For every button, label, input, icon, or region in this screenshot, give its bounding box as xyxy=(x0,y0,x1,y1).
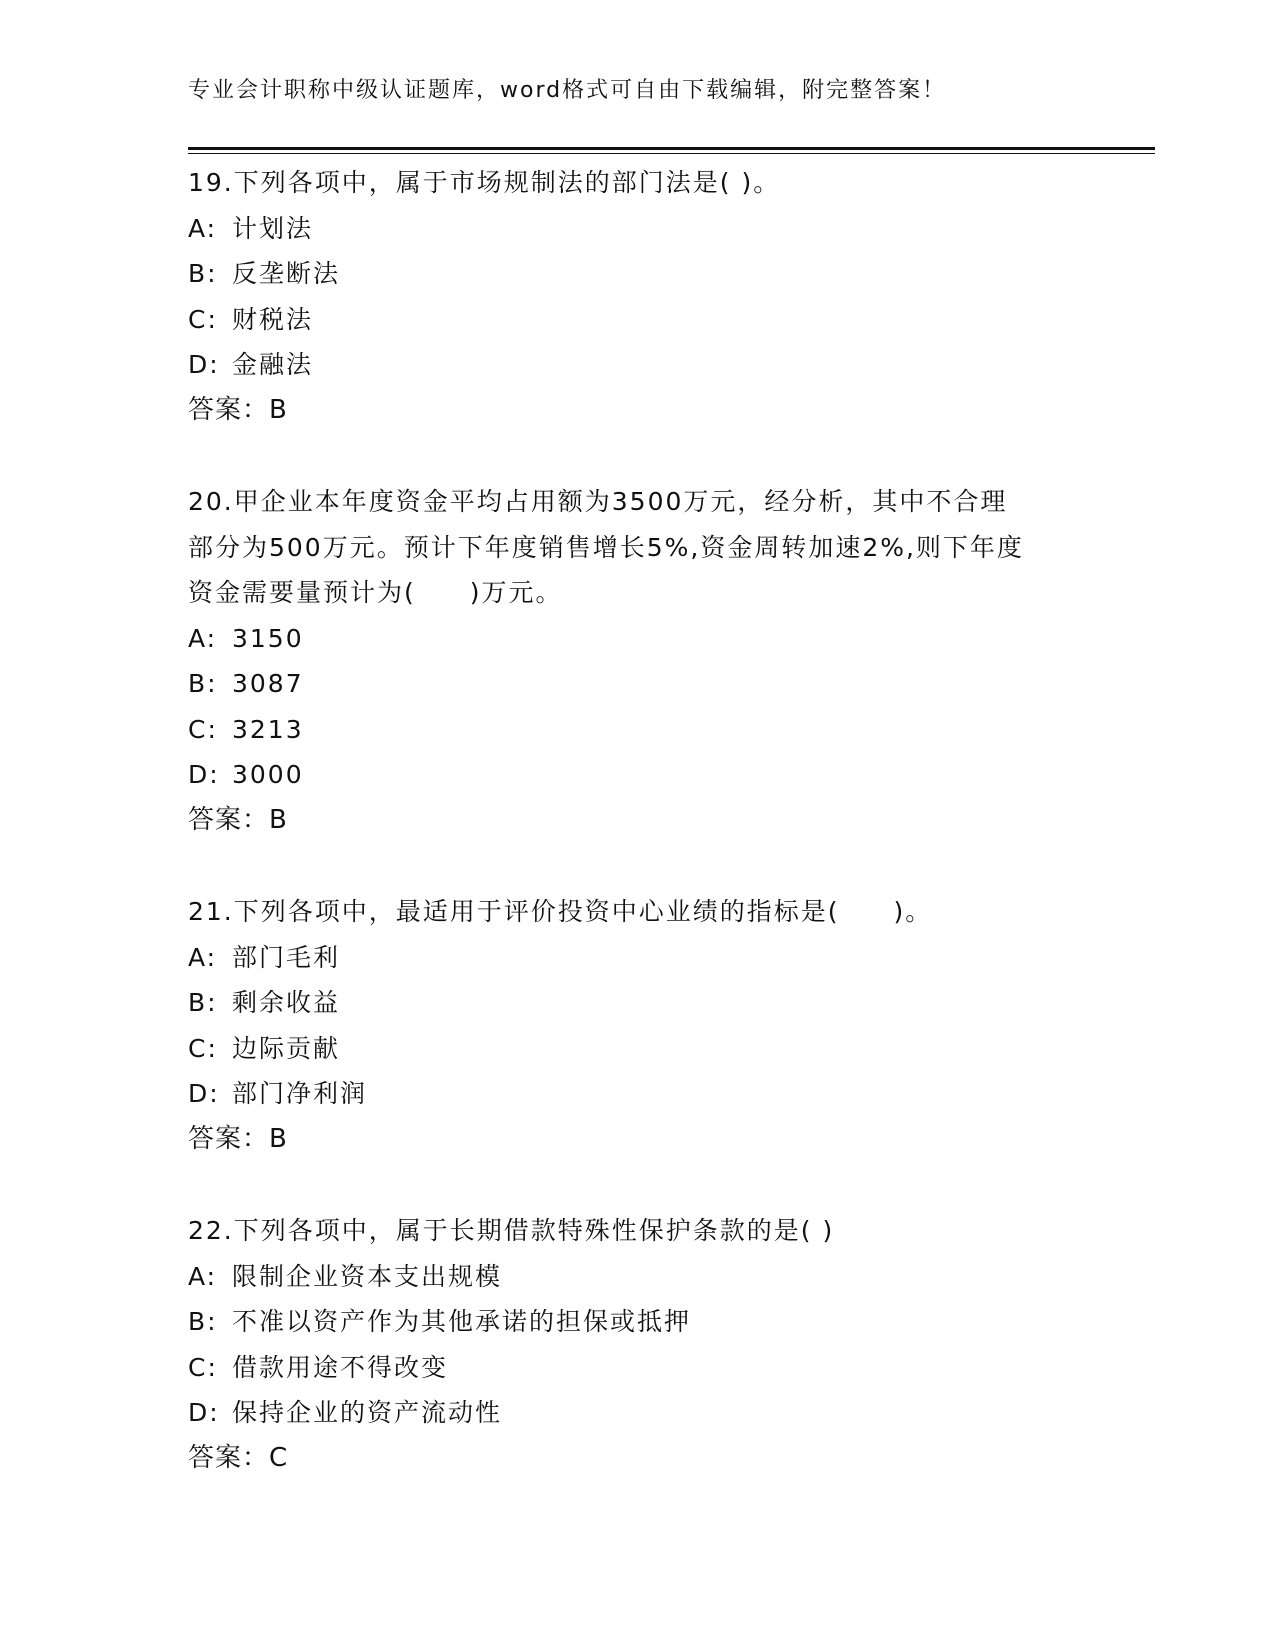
header-divider-thick xyxy=(188,147,1155,150)
option-key: C: xyxy=(188,714,218,744)
option-key: C: xyxy=(188,1352,218,1382)
option-d xyxy=(188,1390,1088,1436)
option-c xyxy=(188,1345,1088,1391)
option-key: C: xyxy=(188,304,218,334)
option-text: 3213 xyxy=(232,714,304,744)
question-20 xyxy=(188,479,1088,843)
option-key: B: xyxy=(188,1307,218,1336)
option-text: 保持企业的资产流动性 xyxy=(232,1398,503,1427)
option-key: D: xyxy=(188,350,220,379)
option-text: 剩余收益 xyxy=(232,988,341,1017)
option-a xyxy=(188,935,1088,981)
option-text: 计划法 xyxy=(232,213,314,243)
option-b xyxy=(188,661,1088,707)
option-key: C: xyxy=(188,1033,218,1063)
option-text: 3087 xyxy=(232,669,304,698)
option-b xyxy=(188,1299,1088,1345)
question-stem xyxy=(188,889,1088,935)
answer-line: 答案：B xyxy=(188,1123,288,1154)
option-b xyxy=(188,980,1088,1026)
option-c xyxy=(188,707,1088,753)
option-d xyxy=(188,1071,1088,1117)
option-text: 借款用途不得改变 xyxy=(232,1352,449,1382)
option-c xyxy=(188,1026,1088,1072)
question-stem-line: 资金需要量预计为( )万元。 xyxy=(188,578,563,607)
option-b xyxy=(188,251,1088,297)
option-key: A: xyxy=(188,942,218,972)
question-21 xyxy=(188,889,1088,1162)
question-stem-line: 部分为500万元。预计下年度销售增长5%,资金周转加速2%,则下年度 xyxy=(188,532,1024,562)
option-key: D: xyxy=(188,1398,220,1427)
option-key: A: xyxy=(188,213,218,243)
option-text: 3000 xyxy=(232,760,304,789)
document-header: 专业会计职称中级认证题库，word格式可自由下载编辑，附完整答案！ xyxy=(188,78,947,103)
option-text: 限制企业资本支出规模 xyxy=(232,1261,503,1291)
option-key: B: xyxy=(188,259,218,288)
option-text: 财税法 xyxy=(232,304,314,334)
question-stem xyxy=(188,160,1088,206)
option-a xyxy=(188,616,1088,662)
answer-line: 答案：C xyxy=(188,1442,289,1473)
option-c xyxy=(188,297,1088,343)
question-19 xyxy=(188,160,1088,433)
header-divider-thin xyxy=(188,153,1155,154)
option-key: A: xyxy=(188,1261,218,1291)
question-stem-line: 19.下列各项中，属于市场规制法的部门法是( )。 xyxy=(188,168,781,197)
question-stem-line: 20.甲企业本年度资金平均占用额为3500万元，经分析，其中不合理 xyxy=(188,487,1008,516)
option-text: 3150 xyxy=(232,623,304,653)
question-22 xyxy=(188,1208,1088,1481)
option-a xyxy=(188,1254,1088,1300)
option-key: B: xyxy=(188,669,218,698)
question-stem-line: 22.下列各项中，属于长期借款特殊性保护条款的是( ) xyxy=(188,1216,835,1245)
option-text: 反垄断法 xyxy=(232,259,341,288)
question-stem-line: 21.下列各项中，最适用于评价投资中心业绩的指标是( )。 xyxy=(188,897,933,926)
option-key: A: xyxy=(188,623,218,653)
option-text: 部门毛利 xyxy=(232,942,341,972)
answer-line: 答案：B xyxy=(188,804,288,835)
option-text: 不准以资产作为其他承诺的担保或抵押 xyxy=(232,1307,692,1336)
option-key: D: xyxy=(188,1079,220,1108)
question-stem xyxy=(188,1208,1088,1254)
option-key: D: xyxy=(188,760,220,789)
option-text: 金融法 xyxy=(232,350,314,379)
option-text: 部门净利润 xyxy=(232,1079,368,1108)
option-key: B: xyxy=(188,988,218,1017)
option-d xyxy=(188,752,1088,798)
answer-line: 答案：B xyxy=(188,394,288,425)
question-list xyxy=(188,160,1088,1527)
question-stem xyxy=(188,479,1088,616)
option-text: 边际贡献 xyxy=(232,1033,341,1063)
option-a xyxy=(188,206,1088,252)
option-d xyxy=(188,342,1088,388)
